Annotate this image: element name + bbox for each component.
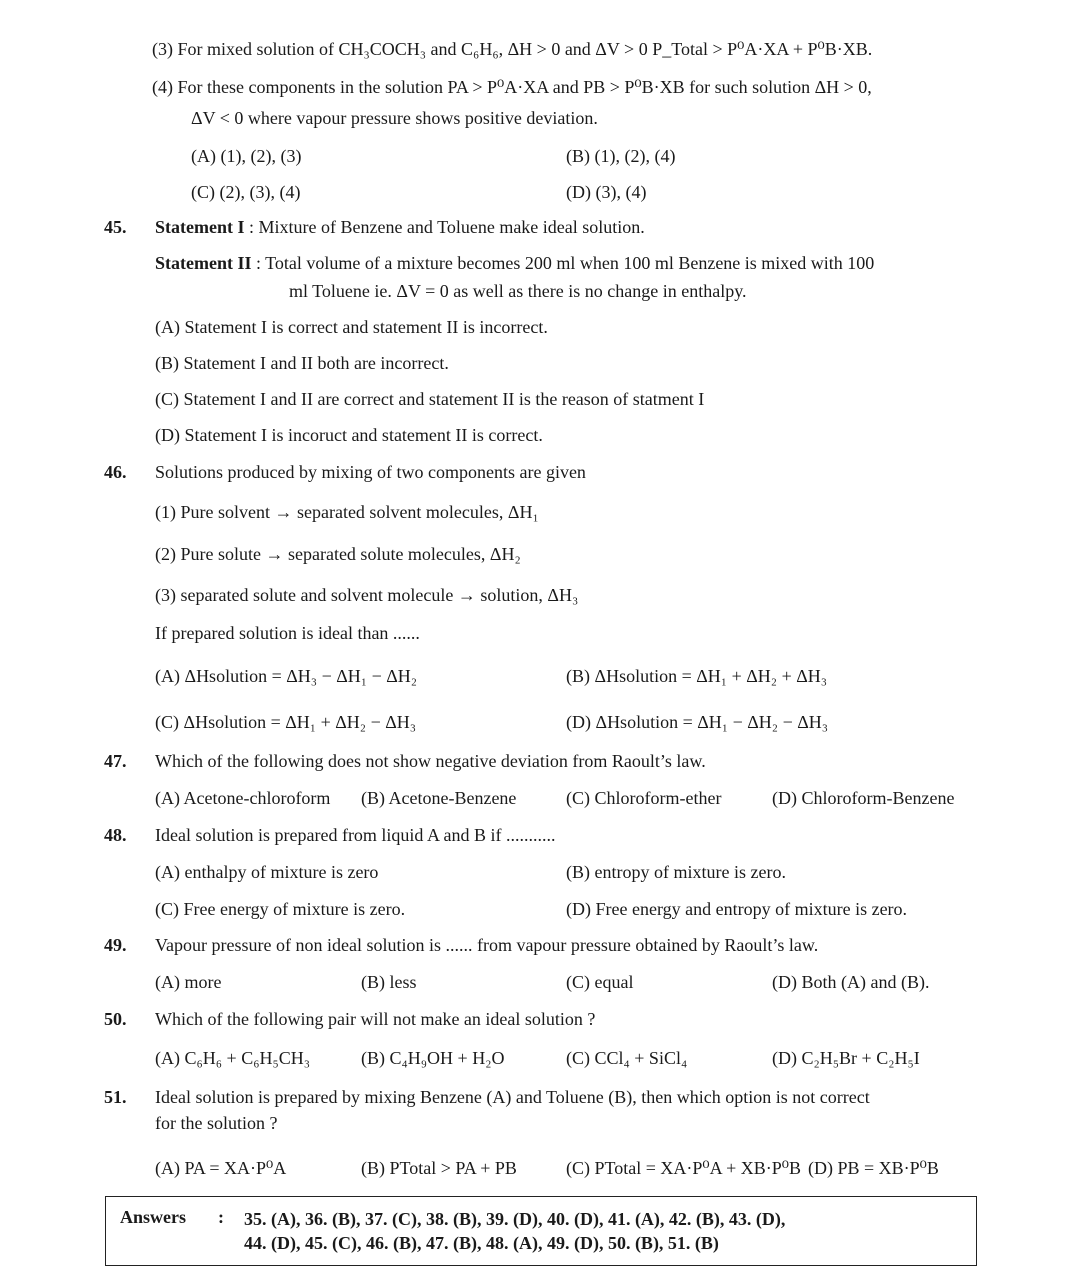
q46-item-1: (1) Pure solvent → separated solvent molecules, ΔH₁ xyxy=(155,502,539,522)
q44-choice-d: (D) (3), (4) xyxy=(566,182,647,202)
q44-option-3: (3) For mixed solution of CH₃COCH₃ and C₆H₆, ΔH > 0 and ΔV > 0 P_Total > P⁰A·XA + P⁰B·XB. xyxy=(152,39,873,59)
q44-choice-a: (A) (1), (2), (3) xyxy=(191,146,302,166)
q48-option-b: (B) entropy of mixture is zero. xyxy=(566,862,786,882)
q46-option-c: (C) ΔHsolution = ΔH₁ + ΔH₂ − ΔH₃ xyxy=(155,712,417,732)
answers-box xyxy=(105,1196,977,1266)
q51-stem-line1: Ideal solution is prepared by mixing Benzene (A) and Toluene (B), then which option is not correct xyxy=(155,1087,870,1107)
q46-option-a: (A) ΔHsolution = ΔH₃ − ΔH₁ − ΔH₂ xyxy=(155,666,418,686)
q51-option-a: (A) PA = XA·P⁰A xyxy=(155,1158,287,1178)
q44-choice-c: (C) (2), (3), (4) xyxy=(191,182,301,202)
q45-stmt1-text: : Mixture of Benzene and Toluene make ideal solution. xyxy=(244,217,645,237)
q46-item-2: (2) Pure solute → separated solute molecules, ΔH₂ xyxy=(155,544,521,564)
q49-number: 49. xyxy=(104,935,127,955)
q51-option-d: (D) PB = XB·P⁰B xyxy=(808,1158,939,1178)
q45-stmt2-label: Statement II xyxy=(155,253,252,273)
q44-option-4-line1: (4) For these components in the solution PA > P⁰A·XA and PB > P⁰B·XB for such solution ΔH > 0, xyxy=(152,77,872,97)
q46-prompt: If prepared solution is ideal than ...... xyxy=(155,623,420,643)
q44-choice-b: (B) (1), (2), (4) xyxy=(566,146,676,166)
q51-option-b: (B) PTotal > PA + PB xyxy=(361,1158,517,1178)
q47-option-d: (D) Chloroform-Benzene xyxy=(772,788,955,808)
q51-option-c: (C) PTotal = XA·P⁰A + XB·P⁰B xyxy=(566,1158,801,1178)
q46-item-3: (3) separated solute and solvent molecule → solution, ΔH₃ xyxy=(155,585,579,605)
q50-option-a: (A) C₆H₆ + C₆H₅CH₃ xyxy=(155,1048,311,1068)
q49-option-d: (D) Both (A) and (B). xyxy=(772,972,930,992)
q45-statement-2 xyxy=(155,251,874,275)
q48-number: 48. xyxy=(104,825,127,845)
answers-colon: : xyxy=(218,1207,224,1227)
q50-option-c: (C) CCl₄ + SiCl₄ xyxy=(566,1048,688,1068)
q49-option-b: (B) less xyxy=(361,972,417,992)
q45-number: 45. xyxy=(104,217,127,237)
q49-option-a: (A) more xyxy=(155,972,222,992)
q48-option-a: (A) enthalpy of mixture is zero xyxy=(155,862,379,882)
q45-option-b: (B) Statement I and II both are incorrect. xyxy=(155,353,449,373)
q45-option-d: (D) Statement I is incoruct and statement II is correct. xyxy=(155,425,543,445)
q45-statement-2-line2: ml Toluene ie. ΔV = 0 as well as there is no change in enthalpy. xyxy=(289,281,747,301)
q46-option-d: (D) ΔHsolution = ΔH₁ − ΔH₂ − ΔH₃ xyxy=(566,712,829,732)
q48-option-d: (D) Free energy and entropy of mixture is zero. xyxy=(566,899,908,919)
q50-number: 50. xyxy=(104,1009,127,1029)
answers-label: Answers xyxy=(120,1207,186,1227)
q45-option-c: (C) Statement I and II are correct and statement II is the reason of statment I xyxy=(155,389,705,409)
q50-option-b: (B) C₄H₉OH + H₂O xyxy=(361,1048,505,1068)
q47-stem: Which of the following does not show negative deviation from Raoult’s law. xyxy=(155,751,706,771)
q50-option-d: (D) C₂H₅Br + C₂H₅I xyxy=(772,1048,920,1068)
q48-option-c: (C) Free energy of mixture is zero. xyxy=(155,899,406,919)
q50-stem: Which of the following pair will not make an ideal solution ? xyxy=(155,1009,596,1029)
q51-stem-line2: for the solution ? xyxy=(155,1113,278,1133)
q46-option-b: (B) ΔHsolution = ΔH₁ + ΔH₂ + ΔH₃ xyxy=(566,666,828,686)
answers-line-2: 44. (D), 45. (C), 46. (B), 47. (B), 48. (A), 49. (D), 50. (B), 51. (B) xyxy=(244,1233,719,1253)
q47-option-c: (C) Chloroform-ether xyxy=(566,788,722,808)
q45-option-a: (A) Statement I is correct and statement II is incorrect. xyxy=(155,317,548,337)
q46-stem: Solutions produced by mixing of two components are given xyxy=(155,462,586,482)
q47-number: 47. xyxy=(104,751,127,771)
q49-option-c: (C) equal xyxy=(566,972,634,992)
q49-stem: Vapour pressure of non ideal solution is ...... from vapour pressure obtained by Raoult’s law. xyxy=(155,935,819,955)
q44-option-4-line2: ΔV < 0 where vapour pressure shows positive deviation. xyxy=(191,108,598,128)
q47-option-a: (A) Acetone-chloroform xyxy=(155,788,331,808)
q48-stem: Ideal solution is prepared from liquid A and B if ........... xyxy=(155,825,556,845)
q47-option-b: (B) Acetone-Benzene xyxy=(361,788,517,808)
q51-number: 51. xyxy=(104,1087,127,1107)
q45-statement-1 xyxy=(155,215,645,239)
q46-number: 46. xyxy=(104,462,127,482)
q45-stmt2-text: : Total volume of a mixture becomes 200 ml when 100 ml Benzene is mixed with 100 xyxy=(251,253,875,273)
q45-stmt1-label: Statement I xyxy=(155,217,245,237)
answers-line-1: 35. (A), 36. (B), 37. (C), 38. (B), 39. (D), 40. (D), 41. (A), 42. (B), 43. (D), xyxy=(244,1209,786,1229)
